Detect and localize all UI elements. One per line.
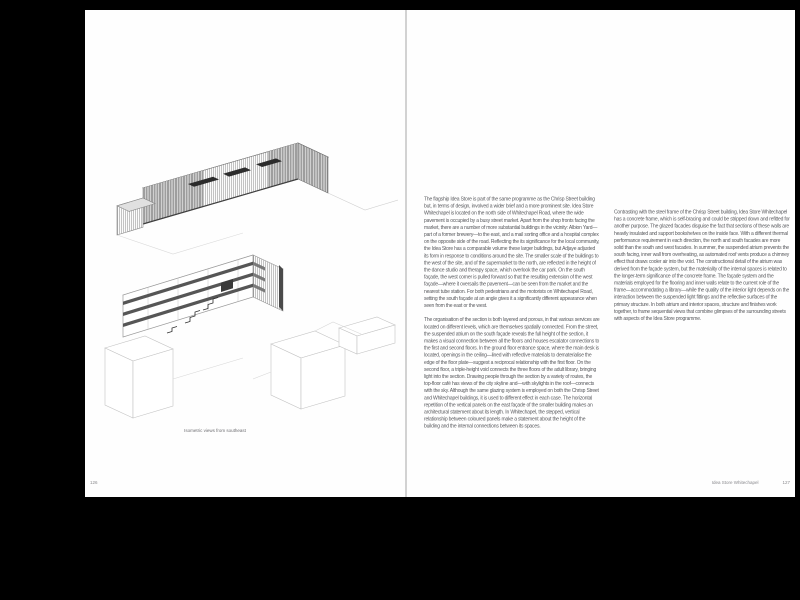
- running-title: Idea Store Whitechapel: [711, 480, 759, 485]
- figure-caption: Isometric views from southeast: [184, 428, 246, 433]
- paragraph: Contrasting with the steel frame of the Chrisp Street building, Idea Store Whitechapel has a concrete frame, which is self-bracing and could be stripped down and refitted for another purpose. The glazed facades disguise the fact that sections of these walls are heavily insulated and support bookshelves on the inside face. With a different thermal performance requirement in each direction, the north and south facades are more solid than the south and west facades. In summer, the suspended atrium prevents the south facing, inner wall from overheating, as automated roof vents produce a chimney effect that draws cooler air into the void. The constructional detail of the atrium was derived from the façade system, but the materiality of the internal spaces is related to the longer-term significance of the concrete frame. The façade system and the materials employed for the flooring and inner walls relate to the current role of the frame—accommodating a library—while the quality of the interior light depends on the interaction between the suspended light fittings and the reflective surfaces of the primary structure. In both atrium and interior spaces, structure and finishes work together, to frame sequential views that combine glimpses of the surrounding streets with aspects of the Idea Store programme.: [614, 209, 790, 322]
- paragraph: The organisation of the section is both layered and porous, in that various services are located on different levels, which are themselves spatially connected. From the street, the suspended atrium on the south façade reveals the full height of the section, it makes a visual connection between all the floors and houses escalator connections to the first and second floors. In the ground floor entrance space, where the main desk is located, openings in the ceiling—lined with reflective materials to dematerialise the edge of the floor plate—suggest a reciprocal relationship with the first floor. On the second floor, a triple-height void connects the three floors of the adult library, bringing light into the section. Drawing people through the section by a variety of routes, the top-floor café has views of the city skyline and—with skylights in the roof—connects with the sky. Although the same glazing system is employed on both the Chrisp Street and Whitechapel buildings, it is used to different effect in each case. The horizontal repetition of the vertical panels on the east façade of the smaller building makes an architectural statement about its length. In Whitechapel, the stepped, vertical relationship between coloured panels make a statement about the height of the building and the internal connections between its spaces.: [424, 317, 600, 430]
- paragraph: The flagship Idea Store is part of the same programme as the Chrisp Street building but, in terms of design, involved a wider brief and a more prominent site. Idea Store Whitechapel is located on the north side of Whitechapel Road, where the wide pavement is occupied by a busy street market. Apart from the shop fronts facing the market, there are a number of more substantial buildings in the vicinity: Albion Yard—part of a former brewery—to the east, and a mail sorting office and a hospital complex on the opposite side of the road. Reflecting the its significance for the local community, the Idea Store has a comparable volume these larger buildings, but Adjaye adjusted its form in response to conditions around the site. The smaller scale of the buildings to the west of the site, and of the supermarket to the north, are reflected in the height of the dance studio and therapy space, which overlook the car park. On the south façade, the west corner is pulled forward so that the resulting extension of the west façade—where it oversails the pavement—can be seen from the market and the nearest tube station. For both pedestrians and the motorists on Whitechapel Road, setting the south façade at an angle gives it a significantly different appearance when seen from the east or the west.: [424, 196, 600, 309]
- page-right: [406, 10, 795, 497]
- context-buildings: [105, 317, 395, 418]
- body-column-1: [424, 196, 600, 437]
- page-left: [85, 10, 406, 497]
- isometric-figure: [93, 132, 398, 432]
- folio-left: 126: [90, 480, 98, 485]
- running-footer: [614, 480, 790, 485]
- building-isometric-bottom: [123, 255, 283, 337]
- building-isometric-top: [117, 143, 398, 254]
- body-column-2: [614, 209, 790, 330]
- book-spread: [85, 10, 795, 497]
- folio-right: 127: [782, 480, 790, 485]
